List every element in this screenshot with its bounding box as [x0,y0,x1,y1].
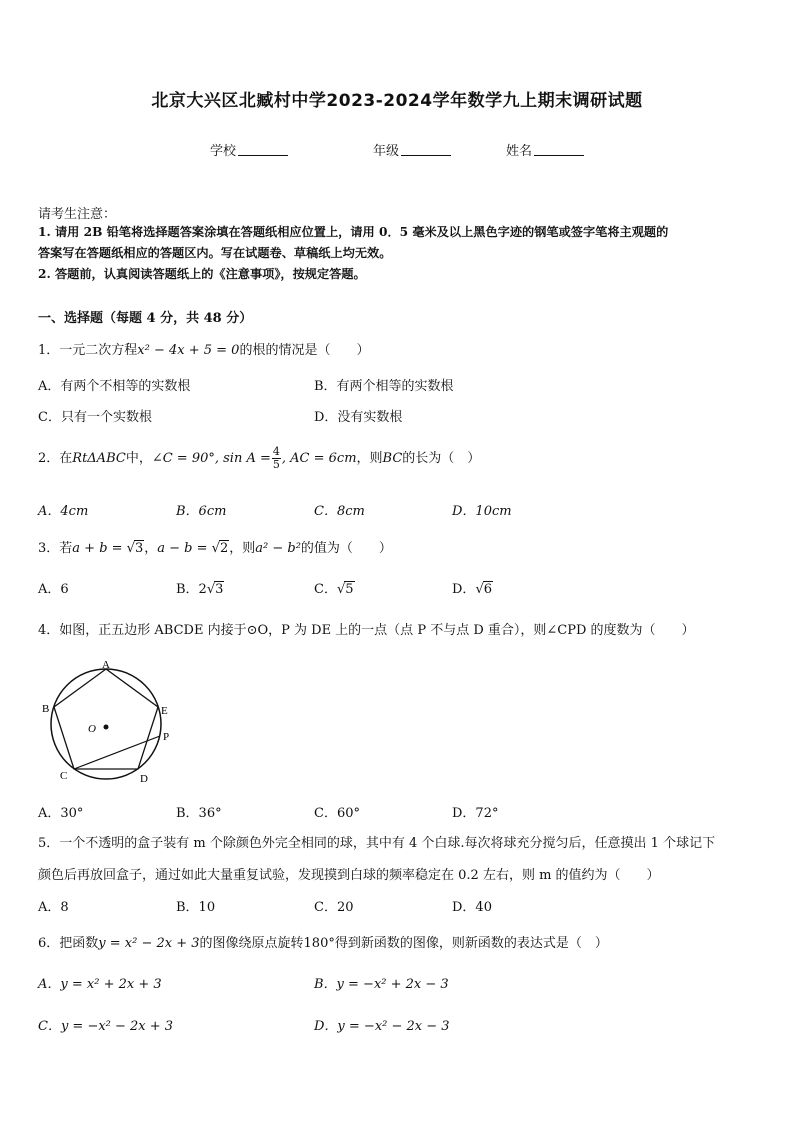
q3-option-d-label: D． [452,582,476,597]
question-6 [38,932,608,951]
grade-field [373,140,451,159]
q6-prefix: 6．把函数 [38,936,99,951]
q2-condition-1: ∠C = 90°, sin A = [151,451,271,466]
q6-function: y = x² − 2x + 3 [98,936,200,951]
pentagon-abcde [54,669,158,769]
label-d: D [140,773,148,785]
q2-option-b[interactable]: B．6cm [176,504,227,519]
segment-cp [74,736,160,769]
q2-option-c[interactable]: C．8cm [314,504,365,519]
label-b: B [42,703,50,715]
grade-label: 年级 [373,144,400,159]
label-p: P [163,731,170,743]
q2-mid-2: ，则 [356,451,383,466]
q2-option-a[interactable]: A．4cm [38,504,89,519]
q2-fraction-numerator: 4 [272,445,280,458]
q6-option-b[interactable]: B．y = −x² + 2x − 3 [314,977,449,992]
q3-expr-2: a − b = [157,541,208,556]
q1-option-c[interactable]: C．只有一个实数根 [38,410,152,425]
q1-equation: x² − 4x + 5 = 0 [137,343,240,358]
school-field [210,140,288,159]
center-point-o [104,725,109,730]
q2-mid-1: 中， [125,451,152,466]
question-4: 4．如图，正五边形 ABCDE 内接于⊙O，P 为 DE 上的一点（点 P 不与点 D 重合），则∠CPD 的度数为（ ） [38,623,695,638]
q2-bc: BC [382,451,403,466]
q6-mid: 的图像绕原点旋转 [199,936,304,951]
q2-fraction-denominator: 5 [272,458,280,471]
label-e: E [161,705,168,717]
q5-line-1: 5．一个不透明的盒子装有 m 个除颜色外完全相同的球，其中有 4 个白球.每次将球充分搅匀后，任意摸出 1 个球记下 [38,836,716,851]
notice-item-1-line-2: 答案写在答题纸相应的答题区内。写在试题卷、草稿纸上均无效。 [38,246,392,260]
q6-option-d[interactable]: D．y = −x² − 2x − 3 [314,1019,450,1034]
grade-blank[interactable] [401,143,451,156]
q3-root-1: 3 [134,541,144,556]
q2-suffix: 的长为（ ） [402,451,481,466]
q5-line-2: 颜色后再放回盒子，通过如此大量重复试验，发现摸到白球的频率稳定在 0.2 左右，则 m 的值约为（ ） [38,868,660,883]
q3-root-2: 2 [219,541,229,556]
q4-option-c[interactable]: C．60° [314,806,360,821]
q1-suffix: 的根的情况是（ ） [239,343,370,358]
q3-expression: a² − b² [255,541,301,556]
q5-option-d[interactable]: D．40 [452,900,492,915]
q3-expr-1: a + b = [72,541,123,556]
q6-angle: 180° [303,936,335,951]
notice-heading: 请考生注意： [38,207,117,222]
q3-suffix: 的值为（ ） [300,541,392,556]
q6-suffix: 得到新函数的图像，则新函数的表达式是（ ） [334,936,608,951]
circle-o [51,669,161,779]
q4-option-d[interactable]: D．72° [452,806,499,821]
q5-option-c[interactable]: C．20 [314,900,354,915]
q3-separator: ， [144,541,158,556]
question-1 [38,339,369,358]
school-blank[interactable] [238,143,288,156]
q4-option-a[interactable]: A．30° [38,806,84,821]
q2-option-d[interactable]: D．10cm [452,504,512,519]
label-o: O [88,723,96,735]
q3-option-a[interactable]: A．6 [38,582,69,597]
q6-option-c[interactable]: C．y = −x² − 2x + 3 [38,1019,174,1034]
q1-prefix: 1．一元二次方程 [38,343,138,358]
q3-option-b-label: B．2 [176,582,207,597]
q3-option-d-root: 6 [483,582,493,597]
pentagon-circle-diagram [36,652,186,792]
question-3: 3．若a + b = √3，a − b = √2，则a² − b²的值为（ ） [38,541,392,556]
name-field [506,140,584,159]
q3-mid: ，则 [229,541,256,556]
q3-option-b-root: 3 [215,582,224,597]
q3-prefix: 3．若 [38,541,73,556]
q4-option-b[interactable]: B．36° [176,806,222,821]
question-2 [38,441,480,477]
q2-fraction [272,446,281,471]
q2-triangle: RtΔABC [72,451,126,466]
q1-option-d[interactable]: D．没有实数根 [314,410,403,425]
q3-option-b[interactable]: B．2√3 [176,582,224,597]
q2-prefix: 2．在 [38,451,73,466]
notice-item-2: 2. 答题前，认真阅读答题纸上的《注意事项》，按规定答题。 [38,267,366,281]
q3-option-c-root: 5 [345,582,354,597]
q5-option-b[interactable]: B．10 [176,900,216,915]
name-blank[interactable] [534,143,584,156]
section-heading: 一、选择题（每题 4 分，共 48 分） [38,311,253,326]
label-c: C [60,770,68,782]
q3-option-c-label: C． [314,582,337,597]
notice-item-1-line-1: 1. 请用 2B 铅笔将选择题答案涂填在答题纸相应位置上，请用 0．5 毫米及以上黑色字迹的钢笔或签字笔将主观题的 [38,225,669,239]
label-a: A [102,659,110,671]
page-title: 北京大兴区北臧村中学2023-2024学年数学九上期末调研试题 [151,91,643,111]
school-label: 学校 [210,144,237,159]
q2-condition-2: , AC = 6cm [281,451,357,466]
q1-option-a[interactable]: A．有两个不相等的实数根 [38,379,191,394]
q3-option-c[interactable]: C．√5 [314,582,354,597]
name-label: 姓名 [506,144,533,159]
q6-option-a[interactable]: A．y = x² + 2x + 3 [38,977,162,992]
q3-option-d[interactable]: D．√6 [452,582,493,597]
q5-option-a[interactable]: A．8 [38,900,69,915]
q1-option-b[interactable]: B．有两个相等的实数根 [314,379,454,394]
